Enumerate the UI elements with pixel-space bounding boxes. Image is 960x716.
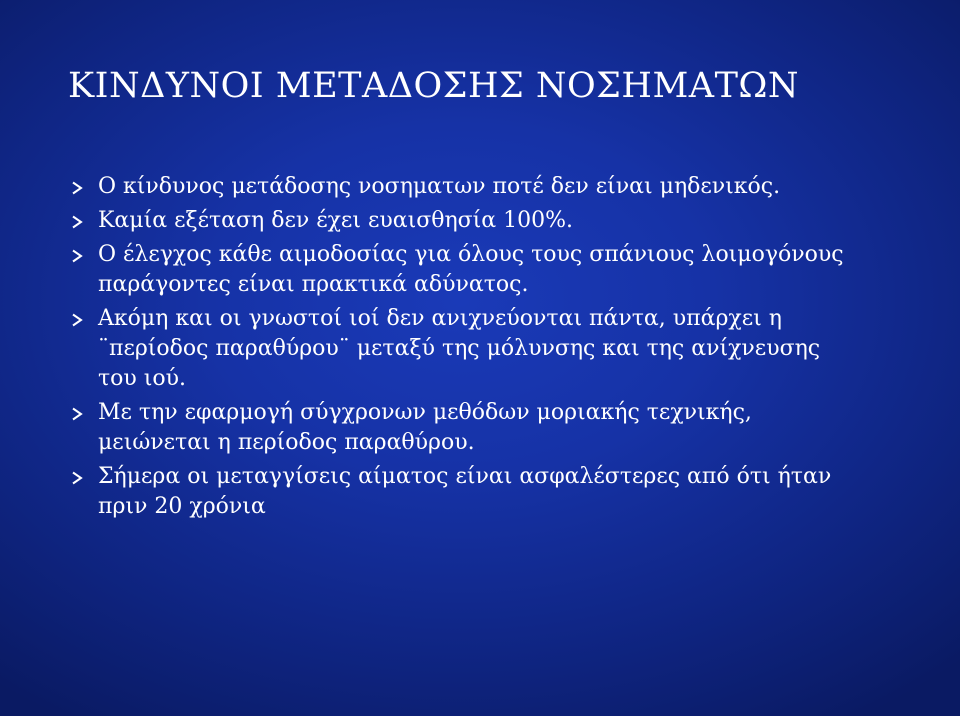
bullet-text: Ακόμη και οι γνωστοί ιοί δεν ανιχνεύονται πάντα, υπάρχει η ¨περίοδος παραθύρου¨ μεταξύ της μόλυνσης και της ανίχνευσης του ιού. — [98, 306, 821, 391]
chevron-right-icon — [70, 313, 84, 327]
chevron-right-icon — [70, 249, 84, 263]
slide-title: ΚΙΝΔΥΝΟΙ ΜΕΤΑΔΟΣΗΣ ΝΟΣΗΜΑΤΩΝ — [68, 66, 800, 106]
chevron-right-icon — [70, 471, 84, 485]
bullet-text: Με την εφαρμογή σύγχρονων μεθόδων μοριακής τεχνικής, μειώνεται η περίοδος παραθύρου. — [98, 400, 752, 455]
bullet-text: Ο έλεγχος κάθε αιμοδοσίας για όλους τους σπάνιους λοιμογόνους παράγοντες είναι πρακτικά αδύνατος. — [98, 242, 844, 297]
chevron-right-icon — [70, 215, 84, 229]
bullet-list — [70, 172, 910, 526]
bullet-text: Καμία εξέταση δεν έχει ευαισθησία 100%. — [98, 208, 574, 233]
chevron-right-icon — [70, 181, 84, 195]
bullet-text: Σήμερα οι μεταγγίσεις αίματος είναι ασφαλέστερες από ότι ήταν πριν 20 χρόνια — [98, 464, 832, 519]
chevron-right-icon — [70, 407, 84, 421]
bullet-item — [70, 462, 910, 522]
bullet-text: Ο κίνδυνος μετάδοσης νοσηματων ποτέ δεν είναι μηδενικός. — [98, 174, 781, 199]
bullet-item — [70, 206, 910, 236]
bullet-item — [70, 304, 910, 394]
bullet-item — [70, 240, 910, 300]
bullet-item — [70, 398, 910, 458]
bullet-item — [70, 172, 910, 202]
